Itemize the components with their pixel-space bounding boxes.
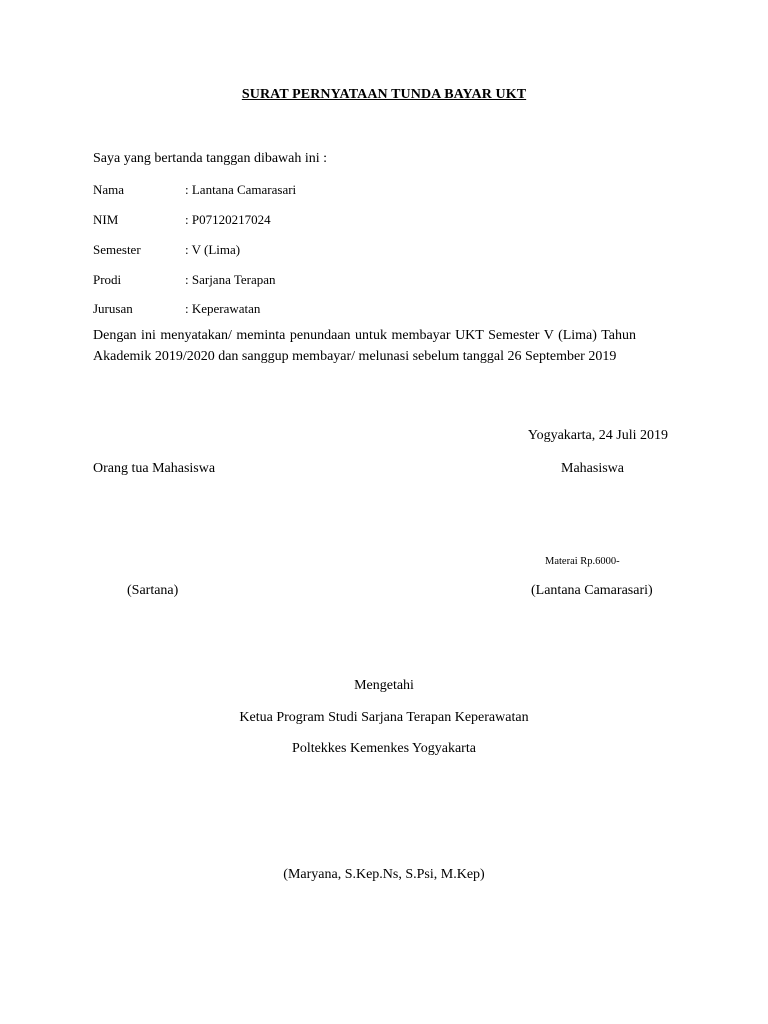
field-value-nim: : P07120217024 [185, 212, 271, 227]
field-value-jurusan: : Keperawatan [185, 301, 261, 316]
letter-title: SURAT PERNYATAAN TUNDA BAYAR UKT [241, 87, 527, 102]
field-label-jurusan: Jurusan [93, 301, 133, 316]
intro-text: Saya yang bertanda tanggan dibawah ini : [93, 151, 328, 166]
field-value-semester: : V (Lima) [185, 242, 241, 257]
stamp-note: Materai Rp.6000- [545, 556, 620, 567]
acknowledged-label: Mengetahi [354, 678, 414, 693]
head-signature-name: (Maryana, S.Kep.Ns, S.Psi, M.Kep) [283, 867, 485, 882]
field-label-nama: Nama [93, 182, 125, 197]
institution-name: Poltekkes Kemenkes Yogyakarta [292, 741, 476, 756]
parent-role-label: Orang tua Mahasiswa [93, 461, 216, 476]
head-title: Ketua Program Studi Sarjana Terapan Keperawatan [239, 710, 529, 725]
field-label-prodi: Prodi [93, 272, 122, 287]
statement-paragraph: Dengan ini menyatakan/ meminta penundaan untuk membayar UKT Semester V (Lima) Tahun Akademik 2019/2020 dan sanggup membayar/ melunasi sebelum tanggal 26 September 2019 [93, 328, 636, 364]
field-label-nim: NIM [93, 212, 119, 227]
parent-signature-name: (Sartana) [127, 583, 179, 598]
field-label-semester: Semester [93, 242, 141, 257]
field-value-nama: : Lantana Camarasari [185, 182, 297, 197]
student-signature-name: (Lantana Camarasari) [531, 583, 653, 598]
place-date: Yogyakarta, 24 Juli 2019 [527, 428, 668, 443]
field-value-prodi: : Sarjana Terapan [185, 272, 276, 287]
student-role-label: Mahasiswa [561, 461, 624, 476]
